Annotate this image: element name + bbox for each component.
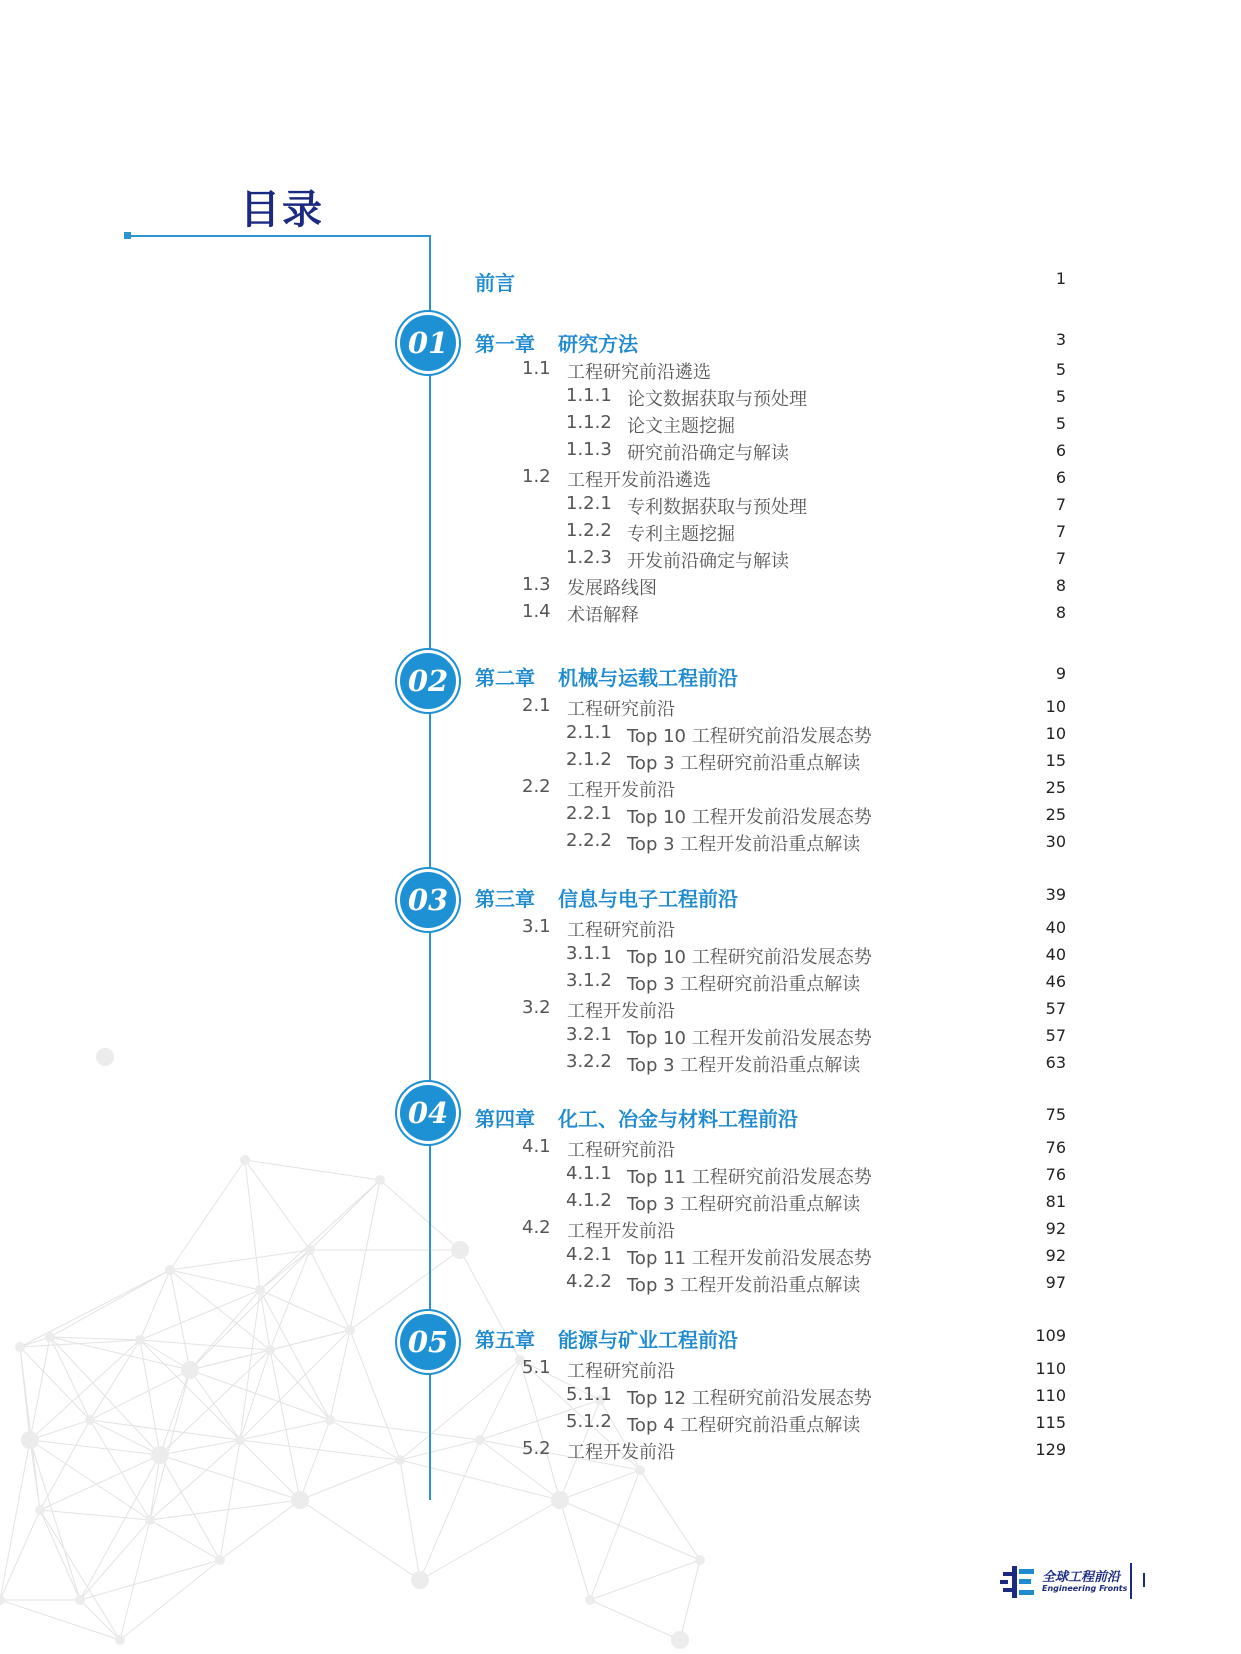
- section-title: 开发前沿确定与解读: [627, 551, 789, 572]
- toc-subsection[interactable]: [0, 1244, 1241, 1270]
- toc-subsection[interactable]: [0, 722, 1241, 748]
- toc-subsection[interactable]: [0, 1271, 1241, 1297]
- section-title: 专利数据获取与预处理: [627, 497, 807, 518]
- toc-subsection[interactable]: [0, 803, 1241, 829]
- section-number: 4.2.1: [566, 1244, 612, 1265]
- section-title: Top 11 工程开发前沿发展态势: [627, 1248, 872, 1269]
- page-marker: [1143, 1573, 1145, 1587]
- chapter-badge-05: 05: [400, 1314, 456, 1370]
- page-number: 10: [1045, 724, 1066, 743]
- chapter-title: 研究方法: [558, 332, 638, 356]
- section-title: 工程开发前沿: [567, 1442, 675, 1463]
- section-number: 2.1: [522, 695, 551, 716]
- section-title: Top 11 工程研究前沿发展态势: [627, 1167, 872, 1188]
- section-number: 1.1.2: [566, 412, 612, 433]
- section-number: 1.2.2: [566, 520, 612, 541]
- toc-subsection[interactable]: [0, 1051, 1241, 1077]
- section-title: 工程研究前沿: [567, 1361, 675, 1382]
- section-number: 5.1: [522, 1357, 551, 1378]
- section-number: 3.1.1: [566, 943, 612, 964]
- page-number: 92: [1045, 1219, 1066, 1238]
- section-number: 1.1.1: [566, 385, 612, 406]
- section-title: Top 3 工程开发前沿重点解读: [627, 834, 861, 855]
- section-number: 2.2.1: [566, 803, 612, 824]
- section-number: 1.3: [522, 574, 551, 595]
- page-number: 76: [1045, 1165, 1066, 1184]
- toc-subsection[interactable]: [0, 493, 1241, 519]
- section-title: 工程研究前沿: [567, 699, 675, 720]
- page-number: 110: [1035, 1359, 1066, 1378]
- toc-section[interactable]: [0, 574, 1241, 600]
- page-number: 97: [1045, 1273, 1066, 1292]
- section-title: 工程开发前沿: [567, 780, 675, 801]
- page-number: 15: [1045, 751, 1066, 770]
- toc-preface[interactable]: [0, 267, 1241, 293]
- page-number: 109: [1035, 1326, 1066, 1345]
- toc-section[interactable]: [0, 1357, 1241, 1383]
- page-number: 25: [1045, 778, 1066, 797]
- logo-divider: [1130, 1563, 1132, 1599]
- toc-section[interactable]: [0, 997, 1241, 1023]
- toc-chapter[interactable]: [0, 328, 1241, 354]
- page-number: 7: [1055, 495, 1066, 514]
- page-title: 目录: [240, 187, 324, 233]
- page-number: 7: [1055, 549, 1066, 568]
- section-number: 2.1.1: [566, 722, 612, 743]
- page-number: 40: [1045, 945, 1066, 964]
- section-title: 工程研究前沿: [567, 1140, 675, 1161]
- toc-section[interactable]: [0, 601, 1241, 627]
- toc-subsection[interactable]: [0, 943, 1241, 969]
- chapter-title: 化工、冶金与材料工程前沿: [558, 1107, 798, 1131]
- section-number: 1.4: [522, 601, 551, 622]
- page-number: 115: [1035, 1413, 1066, 1432]
- section-number: 1.2: [522, 466, 551, 487]
- toc-subsection[interactable]: [0, 520, 1241, 546]
- preface-label: 前言: [475, 271, 515, 295]
- section-number: 2.2: [522, 776, 551, 797]
- chapter-number: 第一章: [475, 332, 535, 356]
- toc-chapter[interactable]: [0, 662, 1241, 688]
- section-number: 3.2.2: [566, 1051, 612, 1072]
- page-number: 81: [1045, 1192, 1066, 1211]
- section-title: 术语解释: [567, 605, 639, 626]
- toc-section[interactable]: [0, 466, 1241, 492]
- section-number: 4.1.1: [566, 1163, 612, 1184]
- page-number: 40: [1045, 918, 1066, 937]
- toc-chapter[interactable]: [0, 1324, 1241, 1350]
- section-title: Top 10 工程研究前沿发展态势: [627, 947, 872, 968]
- section-title: Top 10 工程开发前沿发展态势: [627, 807, 872, 828]
- chapter-number: 第四章: [475, 1107, 535, 1131]
- chapter-badge-04: 04: [400, 1085, 456, 1141]
- toc-section[interactable]: [0, 1217, 1241, 1243]
- toc-chapter[interactable]: [0, 1103, 1241, 1129]
- section-title: Top 4 工程研究前沿重点解读: [627, 1415, 861, 1436]
- section-title: Top 10 工程开发前沿发展态势: [627, 1028, 872, 1049]
- page-number: 3: [1055, 330, 1066, 349]
- section-number: 3.2.1: [566, 1024, 612, 1045]
- section-title: 工程开发前沿: [567, 1221, 675, 1242]
- page-number: 110: [1035, 1386, 1066, 1405]
- section-number: 2.2.2: [566, 830, 612, 851]
- page-number: 10: [1045, 697, 1066, 716]
- toc-subsection[interactable]: [0, 439, 1241, 465]
- section-title: 工程研究前沿遴选: [567, 362, 711, 383]
- page-number: 57: [1045, 1026, 1066, 1045]
- page-number: 76: [1045, 1138, 1066, 1157]
- page-number: 6: [1055, 441, 1066, 460]
- toc-section[interactable]: [0, 695, 1241, 721]
- page-number: 46: [1045, 972, 1066, 991]
- title-rule: [126, 235, 430, 237]
- section-title: Top 10 工程研究前沿发展态势: [627, 726, 872, 747]
- chapter-badge-02: 02: [400, 653, 456, 709]
- chapter-badge-01: 01: [400, 315, 456, 371]
- section-number: 3.1: [522, 916, 551, 937]
- chapter-title: 信息与电子工程前沿: [558, 887, 738, 911]
- page-number: 25: [1045, 805, 1066, 824]
- section-title: Top 3 工程开发前沿重点解读: [627, 1275, 861, 1296]
- page-number: 8: [1055, 603, 1066, 622]
- page-number: 30: [1045, 832, 1066, 851]
- page-number: 1: [1055, 269, 1066, 288]
- page-number: 39: [1045, 885, 1066, 904]
- section-title: 论文主题挖掘: [627, 416, 735, 437]
- section-number: 4.2: [522, 1217, 551, 1238]
- page-number: 129: [1035, 1440, 1066, 1459]
- toc-section[interactable]: [0, 916, 1241, 942]
- section-title: Top 3 工程开发前沿重点解读: [627, 1055, 861, 1076]
- chapter-number: 第五章: [475, 1328, 535, 1352]
- page-number: 5: [1055, 360, 1066, 379]
- section-number: 4.1: [522, 1136, 551, 1157]
- page-number: 92: [1045, 1246, 1066, 1265]
- page-number: 5: [1055, 387, 1066, 406]
- page-number: 9: [1055, 664, 1066, 683]
- toc-section[interactable]: [0, 358, 1241, 384]
- chapter-badge-03: 03: [400, 872, 456, 928]
- section-title: 发展路线图: [567, 578, 657, 599]
- toc-section[interactable]: [0, 1136, 1241, 1162]
- toc-subsection[interactable]: [0, 1163, 1241, 1189]
- chapter-number: 第二章: [475, 666, 535, 690]
- toc-subsection[interactable]: [0, 830, 1241, 856]
- section-title: 论文数据获取与预处理: [627, 389, 807, 410]
- toc-subsection[interactable]: [0, 385, 1241, 411]
- section-number: 1.2.3: [566, 547, 612, 568]
- chapter-title: 能源与矿业工程前沿: [558, 1328, 738, 1352]
- footer-logo: [1000, 1563, 1210, 1603]
- chapter-title: 机械与运载工程前沿: [558, 666, 738, 690]
- page-number: 5: [1055, 414, 1066, 433]
- toc-section[interactable]: [0, 776, 1241, 802]
- toc-subsection[interactable]: [0, 1190, 1241, 1216]
- logo-text-cn: 全球工程前沿: [1042, 1570, 1121, 1585]
- section-number: 5.1.2: [566, 1411, 612, 1432]
- section-number: 3.1.2: [566, 970, 612, 991]
- section-number: 3.2: [522, 997, 551, 1018]
- section-number: 4.1.2: [566, 1190, 612, 1211]
- page-number: 6: [1055, 468, 1066, 487]
- engineering-fronts-logo-icon: [1000, 1566, 1036, 1598]
- section-number: 1.2.1: [566, 493, 612, 514]
- section-number: 5.2: [522, 1438, 551, 1459]
- toc-subsection[interactable]: [0, 1384, 1241, 1410]
- section-number: 5.1.1: [566, 1384, 612, 1405]
- toc-subsection[interactable]: [0, 547, 1241, 573]
- toc-subsection[interactable]: [0, 749, 1241, 775]
- section-title: Top 3 工程研究前沿重点解读: [627, 753, 861, 774]
- section-number: 1.1: [522, 358, 551, 379]
- toc-subsection[interactable]: [0, 970, 1241, 996]
- page-number: 75: [1045, 1105, 1066, 1124]
- toc-subsection[interactable]: [0, 1411, 1241, 1437]
- toc-subsection[interactable]: [0, 412, 1241, 438]
- toc-section[interactable]: [0, 1438, 1241, 1464]
- page-number: 63: [1045, 1053, 1066, 1072]
- page-number: 7: [1055, 522, 1066, 541]
- section-title: 专利主题挖掘: [627, 524, 735, 545]
- chapter-number: 第三章: [475, 887, 535, 911]
- page-number: 57: [1045, 999, 1066, 1018]
- section-title: Top 3 工程研究前沿重点解读: [627, 1194, 861, 1215]
- toc-subsection[interactable]: [0, 1024, 1241, 1050]
- section-number: 1.1.3: [566, 439, 612, 460]
- logo-text-en: Engineering Fronts: [1042, 1584, 1128, 1593]
- section-title: 工程开发前沿: [567, 1001, 675, 1022]
- section-number: 4.2.2: [566, 1271, 612, 1292]
- section-title: 工程开发前沿遴选: [567, 470, 711, 491]
- toc-chapter[interactable]: [0, 883, 1241, 909]
- page-number: 8: [1055, 576, 1066, 595]
- section-title: Top 3 工程研究前沿重点解读: [627, 974, 861, 995]
- section-number: 2.1.2: [566, 749, 612, 770]
- section-title: 研究前沿确定与解读: [627, 443, 789, 464]
- section-title: Top 12 工程研究前沿发展态势: [627, 1388, 872, 1409]
- section-title: 工程研究前沿: [567, 920, 675, 941]
